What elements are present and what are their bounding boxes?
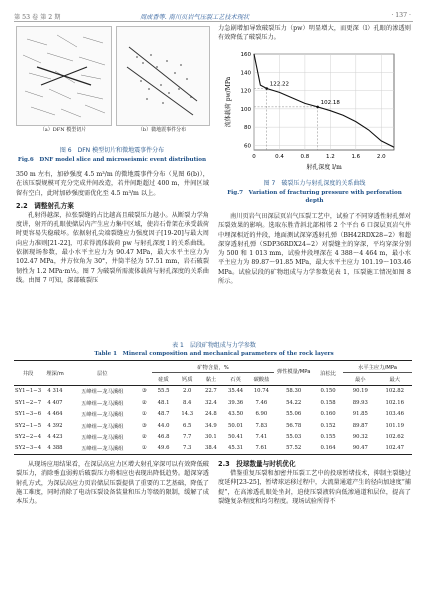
table-cell: 7.83 [255, 422, 268, 429]
annotation-point [265, 87, 268, 90]
table-cell: 10.74 [253, 388, 269, 395]
table-cell: 50.01 [228, 422, 244, 429]
table-cell: 50.41 [228, 434, 244, 441]
table-cell: 7.7 [183, 434, 192, 441]
th-stress-max: 最大 [389, 377, 401, 384]
table-cell: 90.19 [352, 388, 368, 395]
left-column-bottom [16, 460, 209, 506]
table-cell: 55.06 [286, 411, 302, 418]
table-cell: 0.164 [320, 445, 336, 452]
table-cell: 48.1 [157, 399, 170, 406]
table-cell: 7.61 [255, 445, 268, 452]
y-tick-label: 160 [240, 52, 251, 58]
table-row [14, 409, 412, 420]
right-column-middle [218, 212, 411, 286]
figure7-chart [222, 46, 412, 178]
table-cell: 4 464 [47, 411, 63, 418]
table-cell: 4 407 [47, 399, 63, 406]
table-cell: ① [141, 411, 147, 418]
table-cell: 4 392 [47, 422, 63, 429]
left-column [16, 170, 209, 285]
table-cell: 6.5 [183, 422, 192, 429]
table-cell: 103.46 [385, 411, 405, 418]
th-carbonate: 碳酸盐 [253, 377, 270, 384]
table-cell: 8.4 [183, 399, 192, 406]
table-cell: 2.0 [183, 388, 192, 395]
table-cell: 39.36 [228, 399, 244, 406]
table-cell: 0.155 [320, 434, 336, 441]
table-cell: SY2−2−4 [14, 434, 42, 441]
table-cell: SY2−1−5 [14, 422, 42, 429]
table-cell: 44.0 [157, 422, 170, 429]
header-title: 周成香等. 南川页岩气压裂工艺技术现状 [140, 14, 250, 21]
th-blank [137, 361, 152, 386]
th-quartz: 石英 [230, 377, 241, 384]
paragraph: 从现场应用结果看，在深层高应力区增大射孔穿深可以有效降低破裂压力，消除垂直弱剪后破裂压力将相应也表现出降低趋势。超深穿透射孔方式，为深层高应力页岩储层压裂提供了重要的工艺基础，降低了施工难度，同时消除了电动压裂设备装量和压力等级的限制，缓解了成本压力。 [16, 461, 209, 506]
table-header-row [14, 361, 412, 373]
th-stress-min: 最小 [354, 377, 366, 384]
table-cell: 38.4 [204, 445, 217, 452]
table-cell: SY1−3−6 [14, 411, 42, 418]
table-cell: 45.31 [228, 445, 244, 452]
table-cell: ② [141, 434, 147, 441]
y-tick-label: 140 [240, 70, 251, 77]
table-cell: 7.41 [255, 434, 268, 441]
x-tick-label: 1.2 [325, 154, 335, 160]
paragraph: 350 m 左右，加砂强度 4.5 m³/m 的微地震事件分布（见图 6(b)），在该压裂规模可充分完成井间改造，若井间距超过 400 m，井间区域留有空白，此时加砂强度需优化至 4.5 m³/m 以上。 [16, 171, 209, 197]
table-cell: SY1−2−7 [14, 399, 42, 406]
table-cell: 4 423 [47, 434, 63, 441]
table-cell: 7.46 [255, 399, 268, 406]
table-cell: 0.150 [320, 388, 336, 395]
table-cell: 0.158 [320, 399, 336, 406]
figure7-caption-cn: 图 7 破裂压力与射孔深度的关系曲线 [263, 180, 366, 187]
table-cell: 102.16 [385, 399, 405, 406]
table-cell: 43.50 [228, 411, 244, 418]
table-cell: 五峰组—龙马溪组 [81, 423, 124, 430]
table-cell: 102.47 [385, 445, 405, 452]
table-cell: ③ [141, 422, 147, 429]
table-cell: 五峰组—龙马溪组 [81, 412, 124, 419]
header-rule [14, 21, 413, 22]
table-cell: 89.93 [352, 399, 368, 406]
dfn-model-image [17, 27, 111, 125]
table-cell: 0.160 [320, 411, 336, 418]
table-cell: 32.4 [204, 399, 217, 406]
th-silicon: 硅质 [158, 377, 169, 384]
table1-title-en: Table 1 Mineral composition and mechanical parameters of the rock layers [94, 351, 334, 357]
th-calcium: 钙质 [181, 377, 193, 384]
section-heading-2-3: 2.3 投球数量与时机优化 [218, 460, 296, 468]
figure6b-microseismic [116, 26, 210, 126]
table-cell: 102.62 [385, 434, 405, 441]
chart-svg [222, 46, 412, 178]
table-cell: SY2−3−4 [14, 445, 42, 452]
right-column-top [218, 24, 411, 43]
table-cell: 89.87 [352, 422, 368, 429]
table-cell: 56.78 [286, 422, 302, 429]
table-cell: 6.90 [255, 411, 268, 418]
paragraph: 南川页岩气田深层页岩气压裂工艺中，试验了不同穿透性射孔弹对压裂效果的影响。选取东胜背斜北部相邻 2 个平台 6 口深层页岩气井中埋深相近的井段，地面测试深穿透射孔弹（BH42RDX28−2）和超深穿透射孔弹（SDP36RDX24−2）对裂缝主的穿深，平均穿深分别为 500 和 1 013 mm，试验井段埋深在 4 388～4 464 m，最小水平主应力为 89.87～91.85 MPa，最大水平主应力 101.19～103.46 MPa。试验层段的矿物组成与力学参数见表 1，压裂施工情况如图 8 所示。 [218, 213, 411, 286]
table-cell: ① [141, 445, 147, 452]
table-cell: 46.8 [157, 434, 170, 441]
annotation-label: 122.22 [269, 81, 289, 88]
table-cell: 五峰组—龙马溪组 [81, 389, 124, 396]
table-cell: 55.03 [286, 434, 302, 441]
table-cell: 30.1 [204, 434, 217, 441]
th-well: 井段 [22, 370, 34, 377]
figure7-caption-en-line2: depth [305, 198, 324, 204]
annotation-point [316, 106, 319, 109]
x-tick-label: 1.6 [351, 154, 361, 160]
table-cell: 34.9 [204, 422, 217, 429]
y-axis-label: 流体载荷 pw/MPa [225, 76, 232, 128]
x-axis-label: 射孔深度 l/m [306, 164, 342, 171]
table-row [14, 431, 412, 442]
table1-title-cn: 表 1 层段矿物组成与力学参数 [172, 342, 256, 349]
table-cell: 58.30 [286, 388, 302, 395]
table-row [14, 420, 412, 431]
figure6-caption-cn: 图 6 DFN 模型切片和微地震事件分布 [59, 147, 165, 154]
table-row [14, 443, 412, 455]
th-poisson: 泊松比 [320, 370, 336, 377]
header-page-number: · 137 · [391, 12, 411, 19]
figure6a-caption: （a）DFN 模型切片 [39, 127, 87, 133]
header-volume: 第 53 卷 第 2 期 [14, 14, 61, 21]
x-tick-label: 0 [252, 154, 256, 160]
paragraph: 孔射得越深，拉张裂缝的占比越高且破裂压力越小。从断裂力学角度讲，射开的孔眼使储层内产生应力集中区域，使岩石骨架在承受载荷时更容易失稳破坏。依据射孔尖端裂缝应力强度因子[19-20]与最大周向应力准则[21-22]，可求得流体载荷 pw 与射孔深度 l 的关系曲线。依据现场参数，最小水平主应力为 90.47 MPa，最大水平主应力为 102.47 MPa，井方位角为 30°，井筒半径为 57.51 mm，岩石破裂韧性为 1.2 MPa·m½。图 7 为破裂所需流体载荷与射孔深度的关系曲线。由图 7 可知，深部破裂压 [16, 211, 209, 284]
table-cell: 五峰组—龙马溪组 [81, 446, 124, 453]
paragraph: 力急剧增加导致破裂压力（pw）明显增大，而更深（l）孔眼的渗透则有效降低了破裂压力。 [218, 25, 411, 42]
y-tick-label: 80 [244, 125, 251, 132]
figure7-caption-en: Fig.7 Variation of fracturing pressure with perforation [227, 190, 402, 196]
x-tick-label: 0.8 [300, 154, 310, 160]
table-cell: 14.3 [181, 411, 194, 418]
table-cell: 48.7 [157, 411, 170, 418]
figure6-caption-en: Fig.6 DNF model slice and microseismic event distribution [17, 157, 207, 163]
table-cell: 57.52 [286, 445, 302, 452]
th-stress: 水平主应力/MPa [343, 361, 412, 373]
table-cell: 90.32 [352, 434, 368, 441]
section-heading-2-2: 2.2 调整射孔方案 [16, 201, 74, 210]
figure6b-caption: （b）微地震事件分布 [137, 127, 187, 133]
x-tick-label: 2.0 [376, 154, 386, 160]
x-tick-label: 0.4 [275, 154, 284, 160]
th-elastic-modulus: 弹性模量/MPa [276, 369, 311, 376]
table-cell: 0.152 [320, 422, 336, 429]
table-cell: 五峰组—龙马溪组 [81, 435, 124, 442]
table-cell: ② [141, 399, 147, 406]
figure6a-dfn-slice [16, 26, 112, 126]
table-cell: 54.22 [286, 399, 302, 406]
table1 [14, 360, 412, 455]
table-cell: 49.6 [157, 445, 170, 452]
table-cell: 55.5 [157, 388, 170, 395]
th-mineral: 矿物含量，% [152, 361, 275, 373]
th-layer: 层位 [96, 370, 108, 377]
table-cell: 7.3 [183, 445, 192, 452]
y-tick-label: 120 [240, 88, 251, 95]
annotation-label: 102.18 [320, 99, 340, 106]
table-cell: 4 314 [47, 388, 63, 395]
y-tick-label: 100 [240, 106, 251, 113]
table-cell: 102.82 [385, 388, 405, 395]
th-clay: 黏土 [205, 377, 217, 384]
y-tick-label: 60 [244, 143, 251, 150]
table-cell: 101.19 [385, 422, 405, 429]
table-cell: 90.47 [352, 445, 368, 452]
table-cell: 91.85 [352, 411, 368, 418]
table-cell: ③ [141, 388, 147, 395]
th-depth: 埋深/m [46, 370, 64, 377]
table-cell: 22.7 [204, 388, 217, 395]
microseismic-map-image [117, 27, 209, 125]
table-row [14, 385, 412, 397]
table-row [14, 397, 412, 408]
table-cell: 35.44 [228, 388, 244, 395]
right-column-bottom [218, 459, 411, 506]
table-cell: SY1−1−3 [14, 388, 42, 395]
paragraph: 借鉴重复压裂和加密井压裂工艺中的投球暂堵技术，抑制主裂缝过度延伸[23-25]，暂堵球运移过程中，大流量通道产生的径向加速度“捕捉”，在高渗透孔眼处坐封，迫使压裂液转向低渗通道和层位，提高了裂缝复杂程度和均匀程度。现场试验所得不 [218, 470, 411, 505]
table-cell: 4 388 [47, 445, 63, 452]
table-cell: 24.8 [204, 411, 217, 418]
table-cell: 五峰组—龙马溪组 [81, 400, 124, 407]
